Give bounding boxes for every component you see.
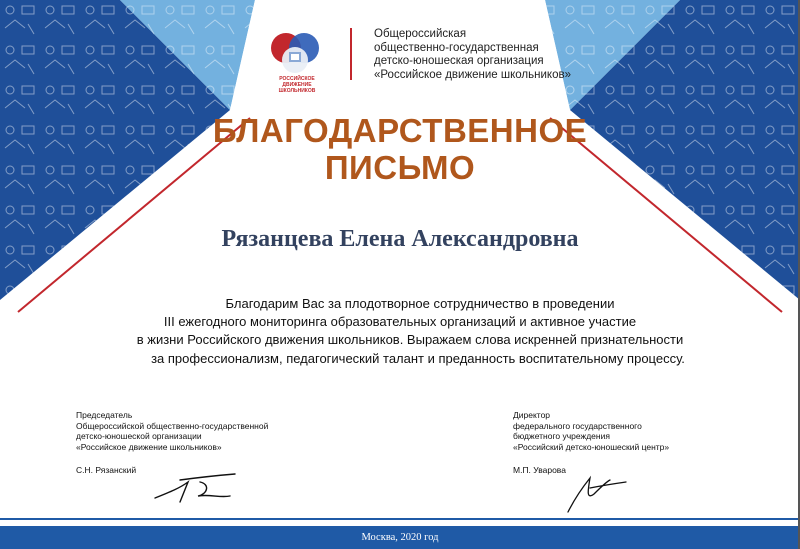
signatory-line: федерального государственного bbox=[513, 420, 642, 431]
right-signatory-title bbox=[513, 410, 713, 452]
document-title bbox=[150, 112, 650, 186]
signatory-line: Общероссийской общественно-государственной bbox=[76, 420, 269, 431]
message-line: в жизни Российского движения школьников. Выражаем слова искренней признательности bbox=[136, 332, 684, 347]
footer-place-date: Москва, 2020 год bbox=[361, 532, 439, 543]
signatory-line: бюджетного учреждения bbox=[513, 431, 610, 441]
left-signatory-name: С.Н. Рязанский bbox=[76, 465, 137, 475]
organization-name bbox=[374, 28, 604, 82]
signatory-line: «Российское движение школьников» bbox=[76, 441, 222, 452]
footer-divider bbox=[0, 518, 800, 520]
right-signatory-name: М.П. Уварова bbox=[513, 465, 566, 475]
message-line: за профессионализм, педагогический талант и преданность воспитательному процессу. bbox=[151, 351, 685, 366]
title-line: ПИСЬМО bbox=[324, 149, 476, 186]
message-line: Благодарим Вас за плодотворное сотрудничество в проведении bbox=[225, 296, 615, 311]
signatory-line: Директор bbox=[513, 410, 551, 420]
org-name-line: общественно-государственная bbox=[374, 41, 539, 54]
organization-header bbox=[262, 20, 592, 94]
org-name-line: детско-юношеская организация bbox=[374, 55, 544, 67]
logo-text: РОССИЙСКОЕ ДВИЖЕНИЕ ШКОЛЬНИКОВ bbox=[278, 76, 316, 94]
org-name-line: Общероссийская bbox=[374, 28, 467, 40]
header-divider bbox=[350, 28, 352, 80]
signatory-line: детско-юношеской организации bbox=[76, 431, 202, 441]
title-line: БЛАГОДАРСТВЕННОЕ bbox=[212, 112, 588, 149]
message-line: III ежегодного мониторинга образовательных организаций и активное участие bbox=[163, 314, 637, 329]
right-signature bbox=[560, 470, 635, 515]
left-signatory-title bbox=[76, 410, 296, 452]
org-name-line: «Российское движение школьников» bbox=[374, 68, 571, 81]
signatory-line: Председатель bbox=[76, 410, 133, 420]
left-signature bbox=[150, 468, 245, 508]
recipient-name: Рязанцева Елена Александровна bbox=[221, 226, 579, 252]
signatory-line: «Российский детско-юношеский центр» bbox=[513, 441, 670, 452]
